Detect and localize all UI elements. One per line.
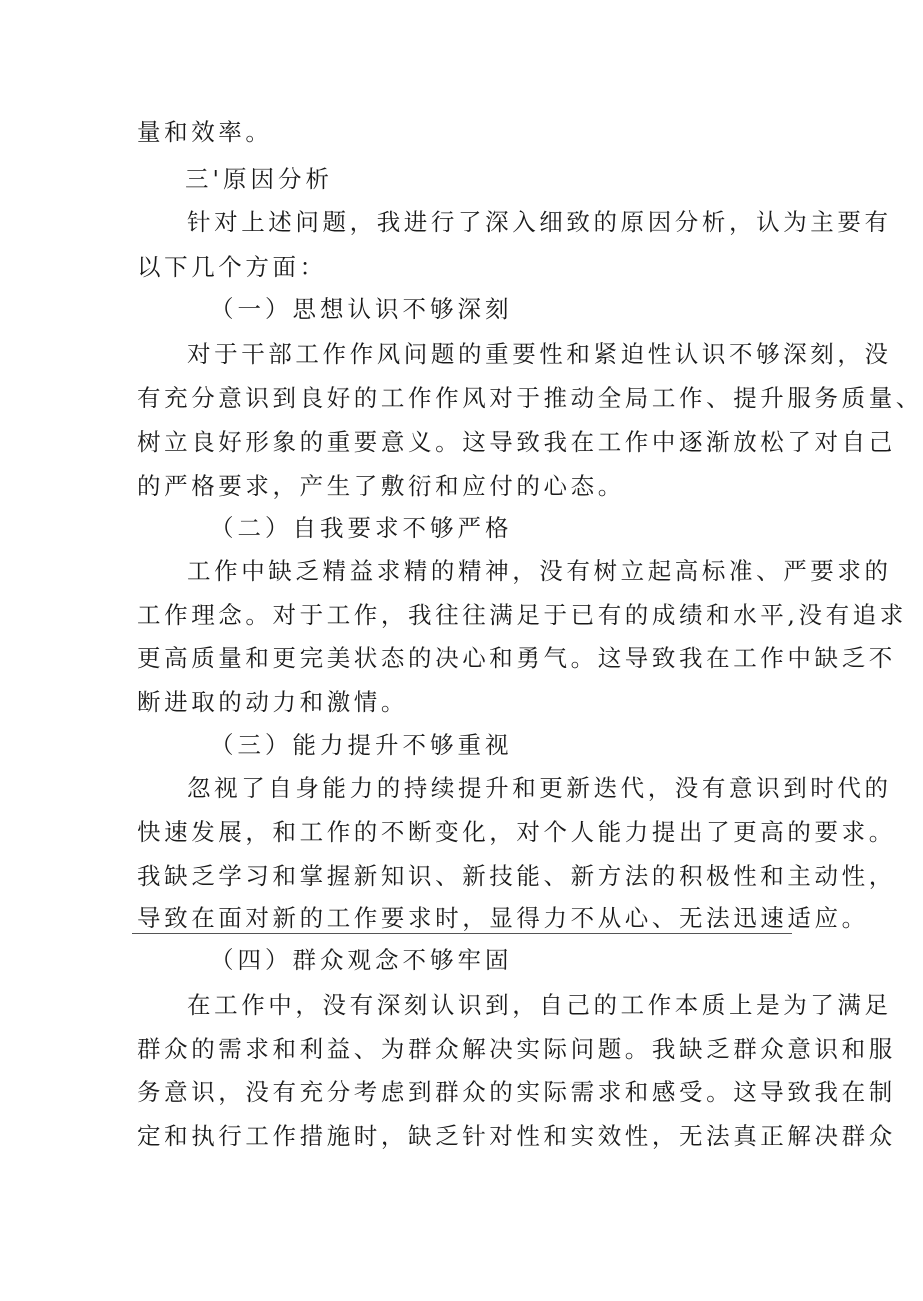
paragraph-line: 以下几个方面：	[137, 253, 327, 281]
paragraph-line: 的严格要求，产生了敷衍和应付的心态。	[137, 472, 625, 500]
paragraph-line: 忽视了自身能力的持续提升和更新迭代，没有意识到时代的	[187, 774, 892, 802]
paragraph-line: 群众的需求和利益、为群众解决实际问题。我缺乏群众意识和服	[137, 1035, 896, 1063]
paragraph-line: 快速发展，和工作的不断变化，对个人能力提出了更高的要求。	[137, 818, 896, 846]
horizontal-divider	[132, 933, 792, 934]
paragraph-line: 我缺乏学习和掌握新知识、新技能、新方法的积极性和主动性，	[137, 862, 896, 890]
subsection-heading: （三）能力提升不够重视	[210, 731, 513, 759]
subsection-heading: （一）思想认识不够深刻	[210, 295, 513, 323]
paragraph-line: 更高质量和更完美状态的决心和勇气。这导致我在工作中缺乏不	[137, 644, 896, 672]
paragraph-line: 务意识，没有充分考虑到群众的实际需求和感受。这导致我在制	[137, 1078, 896, 1106]
paragraph-line: 定和执行工作措施时，缺乏针对性和实效性，无法真正解决群众	[137, 1122, 896, 1150]
subsection-heading: （四）群众观念不够牢固	[210, 946, 513, 974]
section-heading: 三'原因分析	[185, 165, 333, 193]
paragraph-line: 断进取的动力和激情。	[137, 688, 408, 716]
paragraph-line: 树立良好形象的重要意义。这导致我在工作中逐渐放松了对自己	[137, 428, 896, 456]
paragraph-line: 针对上述问题，我进行了深入细致的原因分析，认为主要有	[187, 208, 892, 236]
paragraph-line: 在工作中，没有深刻认识到，自己的工作本质上是为了满足	[187, 991, 892, 1019]
paragraph-line: 导致在面对新的工作要求时，显得力不从心、无法迅速适应。	[137, 904, 869, 932]
paragraph-line: 有充分意识到良好的工作作风对于推动全局工作、提升服务质量、	[137, 384, 923, 412]
subsection-heading: （二）自我要求不够严格	[210, 514, 513, 542]
paragraph-line: 对于干部工作作风问题的重要性和紧迫性认识不够深刻，没	[187, 340, 892, 368]
paragraph-line: 工作中缺乏精益求精的精神，没有树立起高标准、严要求的	[187, 557, 892, 585]
paragraph-line: 工作理念。对于工作，我往往满足于已有的成绩和水平,没有追求	[137, 601, 907, 629]
paragraph-line: 量和效率。	[137, 118, 273, 146]
